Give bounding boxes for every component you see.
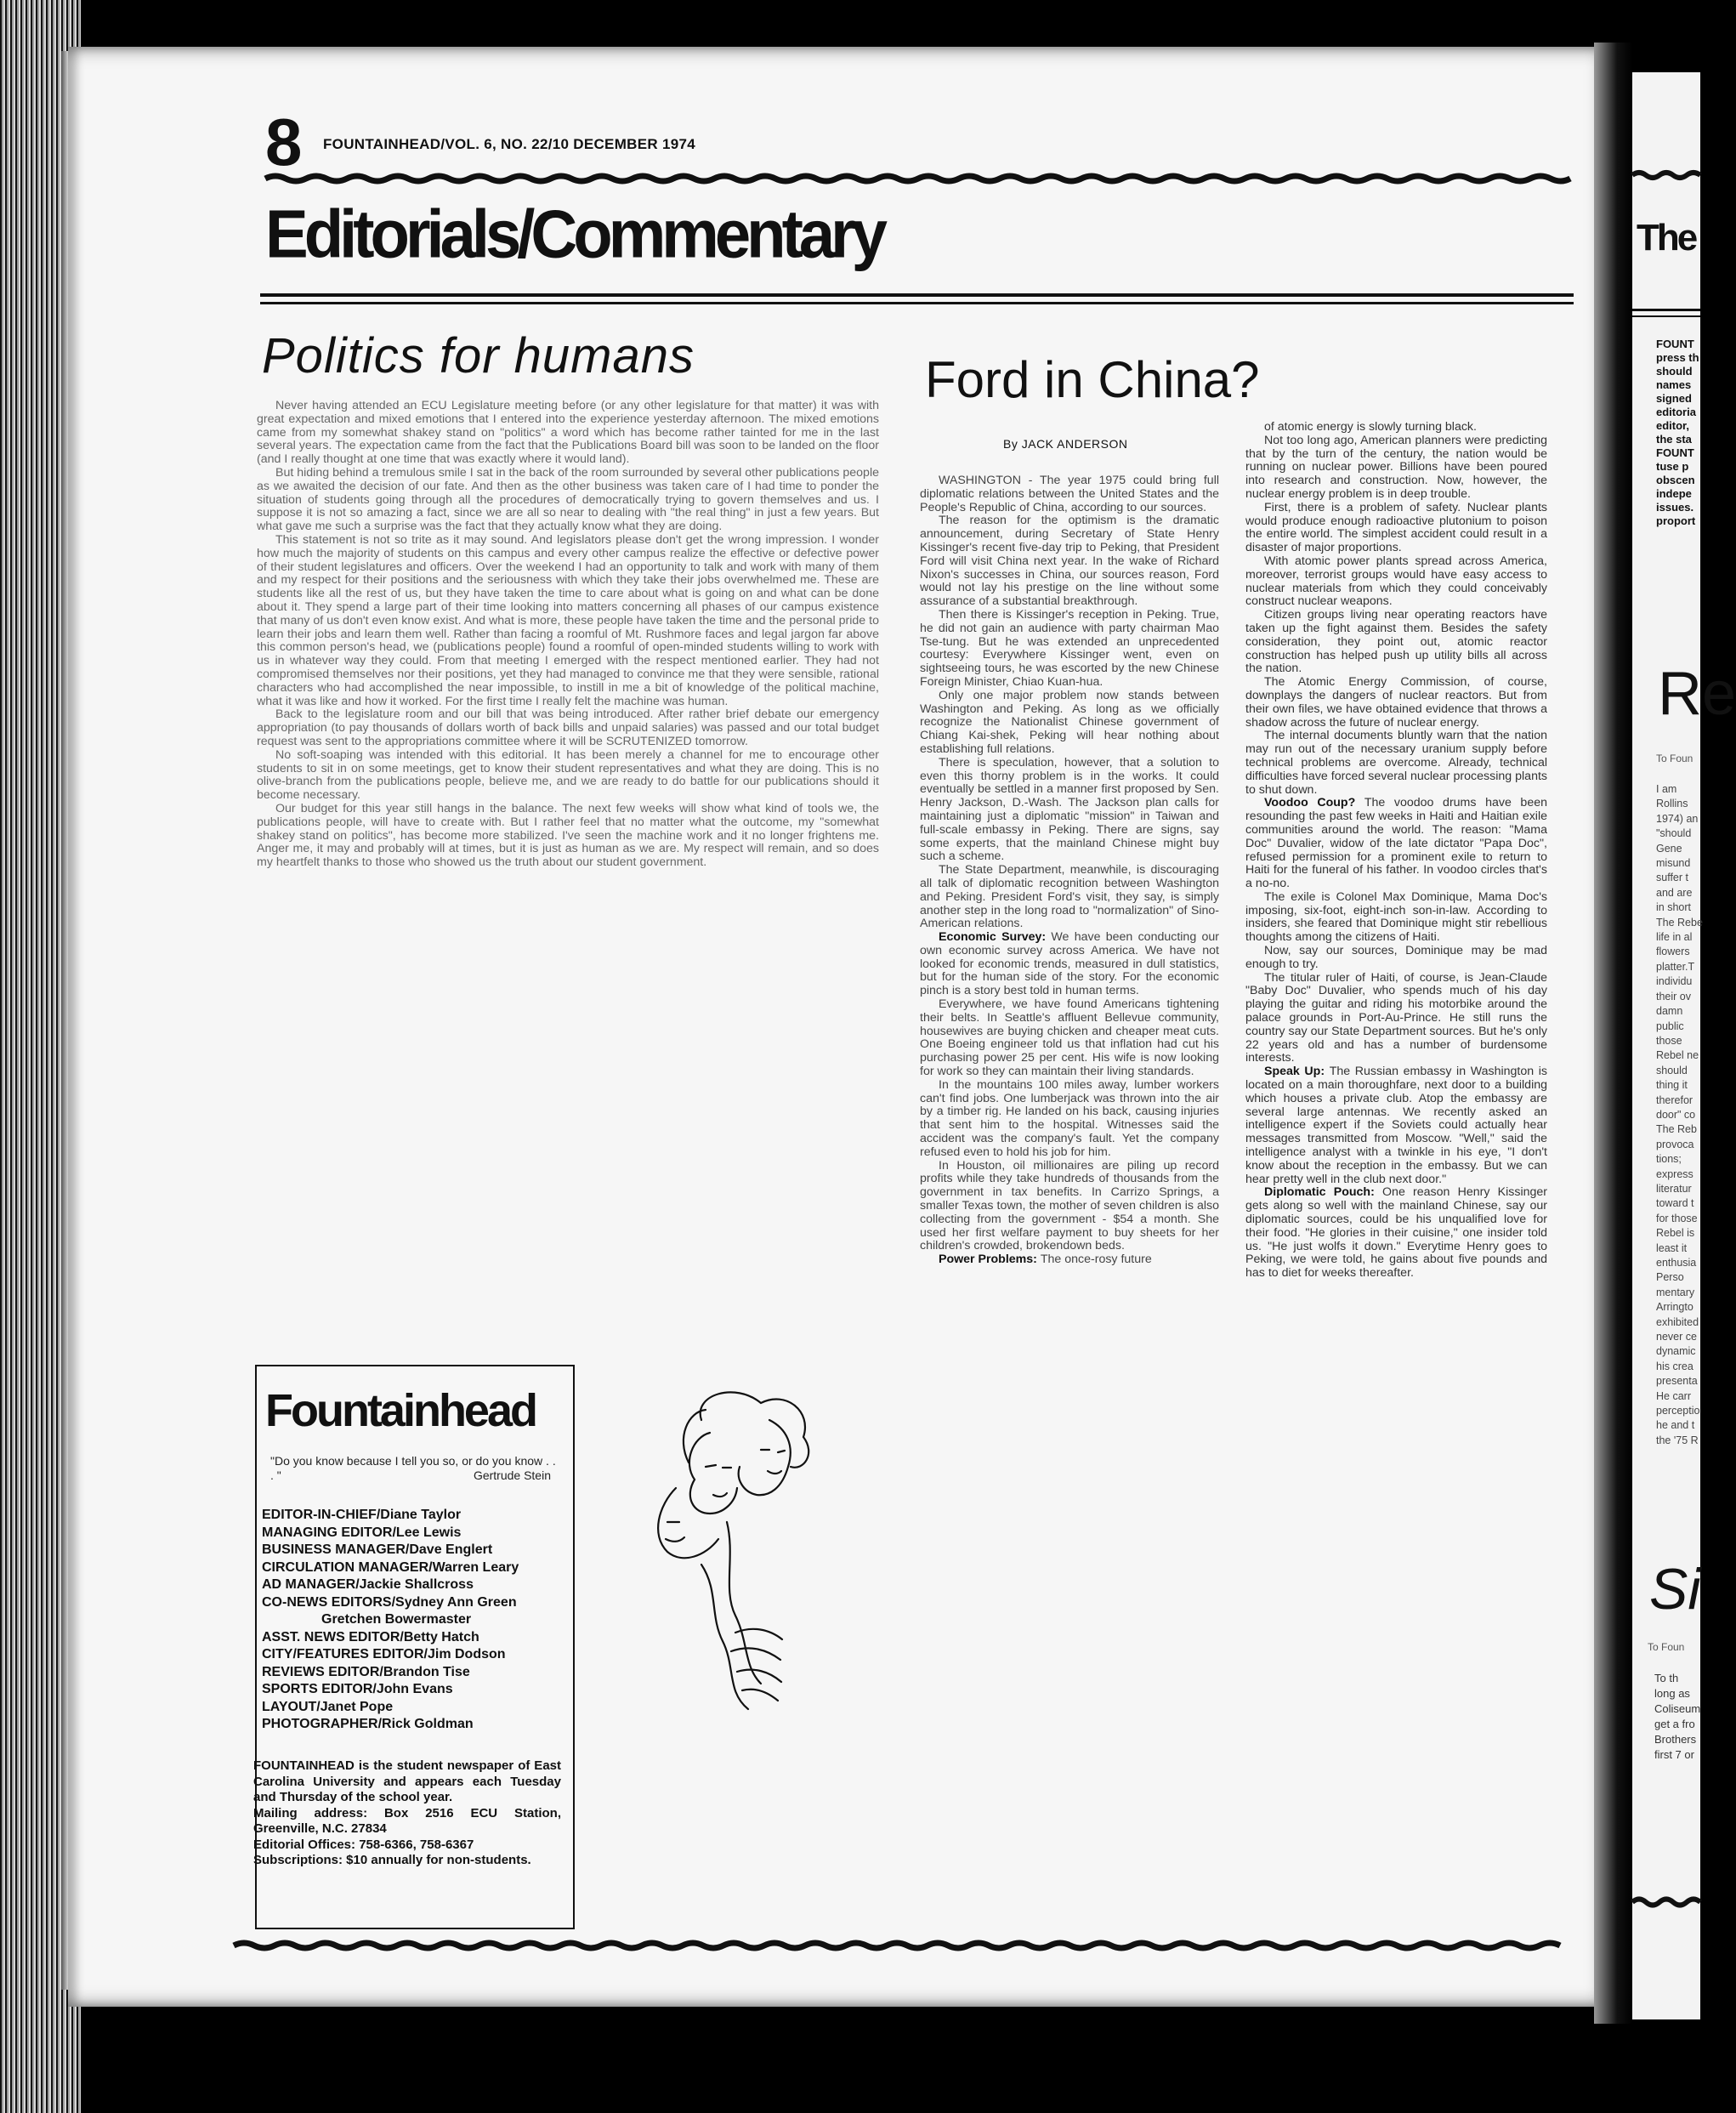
next-page-line: dynamic [1656, 1345, 1696, 1358]
next-page-line: suffer t [1656, 872, 1688, 884]
next-page-line: press th [1656, 351, 1699, 364]
column-paragraph: Citizen groups living near operating reactors have taken up the fight against them. Besides the safety consideration, they point out, atomic reactor construction has helped push up utility bills all across the nation. [1245, 608, 1547, 676]
section-rule-top [260, 293, 1574, 297]
next-page-line: Arringto [1656, 1301, 1693, 1314]
masthead-title: Fountainhead [265, 1385, 536, 1436]
column-paragraph: of atomic energy is slowly turning black. [1264, 420, 1477, 434]
next-page-line: literatur [1656, 1182, 1692, 1195]
column-subhead: Diplomatic Pouch: [1264, 1185, 1383, 1200]
masthead-about-text: FOUNTAINHEAD is the student newspaper of East Carolina University and appears each Tuesday and Thursday of the school year. [253, 1758, 561, 1804]
masthead-quote-attribution: Gertrude Stein [473, 1468, 551, 1482]
masthead-staff-entry: AD MANAGER/Jackie Shallcross [262, 1577, 474, 1592]
next-page-line: proport [1656, 514, 1696, 527]
editorial-body [257, 400, 879, 870]
next-page-line: long as [1654, 1687, 1690, 1700]
masthead-staff-entry: CIRCULATION MANAGER/Warren Leary [262, 1559, 519, 1575]
next-page-top-lines [1656, 338, 1699, 528]
masthead-staff-entry: CO-NEWS EDITORS/Sydney Ann Green [262, 1594, 517, 1610]
column-paragraph: WASHINGTON - The year 1975 could bring full diplomatic relations between the United States and the People's Republic of China, according to our sources. [920, 474, 1219, 514]
column-byline: By JACK ANDERSON [1003, 437, 1128, 451]
next-page-line: FOUNT [1656, 446, 1694, 459]
masthead-staff-entry: Gretchen Bowermaster [321, 1612, 472, 1627]
next-page-line: 1974) an [1656, 812, 1699, 825]
column-body-left [920, 474, 1219, 1267]
folio-line: FOUNTAINHEAD/VOL. 6, NO. 22/10 DECEMBER 1974 [323, 136, 695, 152]
next-page-line: FOUNT [1656, 338, 1694, 350]
masthead-mailing: Mailing address: Box 2516 ECU Station, Greenville, N.C. 27834 [253, 1805, 561, 1836]
next-page-line: tions; [1656, 1153, 1682, 1166]
column-paragraph: The reason for the optimism is the dramatic announcement, during Secretary of State Henry Kissinger's recent five-day trip to Peking, that President Ford will visit China next year. In the wake of Richard Nixon's successes in China, our sources reason, Ford would not lay his prestige on the line without some assurance of a substantial breakthrough. [920, 514, 1219, 609]
next-page-line: thing it [1656, 1079, 1688, 1092]
next-page-line: should [1656, 1064, 1688, 1076]
next-page-line: exhibited [1656, 1315, 1699, 1328]
masthead-offices: Editorial Offices: 758-6366, 758-6367 [253, 1837, 474, 1852]
next-page-bottom-wavy-rule [1632, 1896, 1700, 1908]
next-page-line: the '75 R [1656, 1434, 1699, 1446]
masthead-subscriptions: Subscriptions: $10 annually for non-students. [253, 1853, 531, 1867]
masthead-quote-block [270, 1454, 559, 1483]
next-page-line: first 7 or [1654, 1748, 1694, 1761]
next-page-line: editor, [1656, 419, 1690, 432]
header-wavy-rule [265, 172, 1570, 184]
masthead-staff-entry: PHOTOGRAPHER/Rick Goldman [262, 1717, 474, 1731]
column-paragraph: The titular ruler of Haiti, of course, is Jean-Claude "Baby Doc" Duvalier, who spends much of his day playing the guitar and riding his motorbike around the palace grounds in Port-Au-Prince. He still runs the country say our State Department sources. But he's only 22 years old and has a number of burdensome interests. [1245, 970, 1547, 1065]
next-page-line: therefor [1656, 1093, 1693, 1106]
next-page-middle-lines [1656, 782, 1703, 1448]
next-page-line: names [1656, 378, 1692, 391]
column-paragraph: In the mountains 100 miles away, lumber workers can't find jobs. One lumberjack was thrown into the air by a timber rig. He landed on his back, causing injuries that sent him to the hospital. Witnesses said the accident was the company's fault. Yet the company refused even to hold his job for him. [920, 1077, 1219, 1159]
masthead-staff-list [262, 1507, 568, 1734]
column-paragraph: Voodoo Coup? The voodoo drums have been resounding the past few weeks in Haiti and Haitian exile communities around the world. The reason: "Mama Doc" Duvalier, widow of the late dictator "Papa Doc", refused permission for a prominent exile to return to Haiti for the funeral of his father. In voodoo circles that's a no-no. [1245, 796, 1547, 891]
next-page-line: misund [1656, 857, 1691, 870]
next-page-wavy-rule [1632, 170, 1700, 180]
next-page-line: mentary [1656, 1286, 1695, 1298]
next-page-to-fountainhead-1: To Foun [1656, 753, 1693, 764]
next-page-line: platter.T [1656, 960, 1695, 973]
next-page-line: public [1656, 1020, 1684, 1032]
masthead-staff-entry: MANAGING EDITOR/Lee Lewis [262, 1525, 462, 1540]
masthead-staff-entry: LAYOUT/Janet Pope [262, 1699, 394, 1714]
next-page-line: Coliseum [1654, 1702, 1701, 1715]
next-page-line: he and t [1656, 1419, 1695, 1432]
column-headline: Ford in China? [925, 351, 1260, 408]
binding-gutter [1594, 43, 1632, 2024]
masthead-staff-entry: ASST. NEWS EDITOR/Betty Hatch [262, 1629, 479, 1644]
next-page-line: their ov [1656, 990, 1691, 1003]
next-page-sliver [1632, 72, 1736, 2019]
editorial-paragraph: Our budget for this year still hangs in the balance. The next few weeks will show what kind of tools we, the publications people, will have to create with. But I rather feel that no matter what the outcome, my "somewhat shakey stand on politics", has become more stabilized. I've seen the machine work and it no longer frightens me. Anger me, it may and probably will at times, but it is just as human as we are. My respect will remain, and so does my heartfelt thanks to those who showed us the truth about our student government. [257, 801, 879, 870]
column-paragraph: Not too long ago, American planners were predicting that by the turn of the century, the nation would be running on nuclear power. Billions have been poured into research and construction. Now, however, the nuclear energy problem is in deep trouble. [1245, 433, 1547, 501]
masthead-staff-entry: REVIEWS EDITOR/Brandon Tise [262, 1664, 470, 1679]
next-page-line: should [1656, 365, 1693, 378]
next-page-line: for those [1656, 1212, 1698, 1224]
editorial-paragraph: Never having attended an ECU Legislature meeting before (or any other legislature for that matter) it was with great expectation and mixed emotions that I entered into the experience yesterday afternoon. The mixed emotions came from my somewhat shakey stand on "politics" a word which has become rather tainted for me in the last several years. The expectation came from the fact that the Publications Board bill was soon to be landed on the floor (and I really thought at one time that was exactly where it would land). [257, 399, 879, 467]
next-page-rule-top [1632, 309, 1700, 311]
masthead-staff-entry: CITY/FEATURES EDITOR/Jim Dodson [262, 1647, 506, 1661]
next-page-line: Rebel is [1656, 1227, 1695, 1240]
masthead-staff-entry: BUSINESS MANAGER/Dave Englert [262, 1542, 493, 1557]
next-page-to-fountainhead-2: To Foun [1648, 1641, 1685, 1653]
next-page-line: least it [1656, 1241, 1688, 1254]
next-page-line: and are [1656, 886, 1693, 899]
next-page-line: enthusia [1656, 1257, 1697, 1269]
next-page-big-letters-r: Re [1658, 660, 1736, 728]
column-paragraph: There is speculation, however, that a solution to even this thorny problem is in the works. It could eventually be settled in a manner first proposed by Sen. Henry Jackson, D.-Wash. The Jackson plan calls for maintaining just a diplomatic "mission" in Taiwan and full-scale embassy in Peking. There are signs, say some experts, that the mainland Chinese might buy such a scheme. [920, 755, 1219, 864]
next-page-line: indepe [1656, 487, 1692, 500]
next-page-bottom-lines [1654, 1671, 1700, 1763]
masthead-staff-entry: SPORTS EDITOR/John Evans [262, 1682, 453, 1696]
next-page-line: editoria [1656, 406, 1696, 418]
editorial-paragraph: Back to the legislature room and our bill that was being introduced. After rather brief debate our emergency appropriation (to pay thousands of dollars worth of back bills and unpaid salaries) was passed and our total budget request was sent to the appropriations committee where it will be SCRUTENIZED tomorrow. [257, 707, 879, 748]
page-number: 8 [265, 105, 303, 179]
next-page-line: signed [1656, 392, 1692, 405]
footer-wavy-rule [234, 1939, 1560, 1951]
faces-sketch-illustration [642, 1386, 837, 1743]
next-page-line: flowers [1656, 946, 1690, 958]
next-page-line: provoca [1656, 1138, 1694, 1150]
next-page-line: Rebel ne [1656, 1049, 1699, 1062]
next-page-big-letters-s: Si [1649, 1557, 1701, 1622]
column-paragraph: Speak Up: The Russian embassy in Washington is located on a main thoroughfare, next door to a building which houses a private club. Atop the embassy are several large antennas. We recently asked an intelligence expert if the Soviets could actually hear messages transmitted from Moscow. "Well," said the intelligence analyst with a twinkle in his eye, "I don't know about the reception in the embassy. But we can hear pretty well in the club next door." [1245, 1065, 1547, 1186]
next-page-line: those [1656, 1034, 1682, 1047]
column-paragraph: In Houston, oil millionaires are piling up record profits while they take hundreds of thousands from the government in tax benefits. In Carrizo Springs, a smaller Texas town, the mother of seven children is also collecting from the government - $54 a month. She used her first welfare payment to buy sheets for her children's crowded, brokendown beds. [920, 1158, 1219, 1253]
column-paragraph: Then there is Kissinger's reception in Peking. True, he did not gain an audience with party chairman Mao Tse-tung. But he was extended an unprecedented courtesy: Everywhere Kissinger went, even on sightseeing tours, he was escorted by the new Chinese Foreign Minister, Chiao Kuan-hua. [920, 607, 1219, 689]
column-paragraph: With atomic power plants spread across America, moreover, terrorist groups would have easy access to nuclear materials from which they could conceivably construct nuclear weapons. [1245, 554, 1547, 609]
column-paragraph: Economic Survey: We have been conducting our own economic survey across America. We have not looked for economic trends, measured in dull statistics, but for the human side of the story. For the economic pinch is a story best told in human terms. [920, 930, 1219, 998]
next-page-line: He carr [1656, 1389, 1691, 1402]
next-page-line: damn [1656, 1005, 1683, 1018]
next-page-line: The Reb [1656, 1123, 1697, 1136]
column-subhead: Economic Survey: [939, 930, 1052, 945]
next-page-header: The [1637, 217, 1696, 258]
editorial-paragraph: But hiding behind a tremulous smile I sat in the back of the room surrounded by several other publications people as we awaited the decision of our fate. And then as the other business was taken care of I had time to ponder the situation of students going through all the procedures of democratically trying to govern themselves and us. I suppose it is not so amazing a fact, since we are all so near to dealing with "the real thing" in just a few years. But what gave me such a surprise was the fact that they actually know what they are doing. [257, 465, 879, 534]
masthead-about [253, 1758, 561, 1869]
masthead-quote: "Do you know because I tell you so, or do you know . . . " [270, 1454, 556, 1482]
next-page-line: door" co [1656, 1108, 1696, 1121]
column-paragraph: The internal documents bluntly warn that the nation may run out of the necessary uranium supply before technical problems are overcome. Already, technical difficulties have forced several nuclear processing plants to shut down. [1245, 729, 1547, 797]
next-page-line: his crea [1656, 1360, 1693, 1372]
editorial-paragraph: This statement is not so trite as it may sound. And legislators please don't get the wrong impression. I wonder how much the majority of students on this campus and every other campus realize the effective or defective power of their student legislatures and officers. Over the weekend I had an opportunity to talk and work with many of them and my respect for their positions and the seriousness with which they take their jobs overwhelmed me. These are students like all the rest of us, but they have taken the time to care about what is going on and what can be done about it. They spend a large part of their time looking into matters concerning all phases of our campus existence that many of us don't even know exist. And what is more, these people have taken the time and the personal pride to learn their jobs and learn them well. Rather than facing a roomful of Mt. Rushmore faces and legal jargon far above this common person's head, we (publications people) found a roomful of open-minded students willing to work with us in whatever way they could. From that meeting I emerged with the respect mentioned earlier. They had not compromised themselves nor their positions, yet they had managed to convince me that they were sensible, rational characters who had accomplished the near impossible, to instill in me a bit of knowledge of the political machine, what it was like and how it worked. For the first time I really felt the machine was human. [257, 532, 879, 708]
next-page-line: Gene [1656, 842, 1682, 855]
column-paragraph: First, there is a problem of safety. Nuclear plants would produce enough radioactive plutonium to poison the entire world. The simplest accident could result in a disaster of major proportions. [1245, 500, 1547, 555]
next-page-line: life in al [1656, 931, 1693, 944]
column-paragraph: The exile is Colonel Max Dominique, Mama Doc's imposing, six-foot, eight-inch son-in-law. According to insiders, she feared that Dominique might stir rebellious thoughts among the citizens of Haiti. [1245, 889, 1547, 945]
next-page-line: express [1656, 1167, 1693, 1180]
next-page-line: obscen [1656, 474, 1695, 486]
next-page-line: never ce [1656, 1331, 1697, 1343]
section-rule-bottom [260, 302, 1574, 304]
editorial-headline: Politics for humans [262, 328, 695, 383]
column-subhead: Voodoo Coup? [1264, 796, 1364, 810]
next-page-line: I am [1656, 783, 1677, 795]
next-page-line: presenta [1656, 1375, 1698, 1388]
column-paragraph: Everywhere, we have found Americans tightening their belts. In Seattle's affluent Bellevue community, housewives are buying chicken and cheaper meat cuts. One Boeing engineer told us that inflation had cut his purchasing power 25 per cent. His wife is now looking for work so they can maintain their living standards. [920, 997, 1219, 1079]
next-page-line: tuse p [1656, 460, 1689, 473]
editorial-paragraph: No soft-soaping was intended with this editorial. It has been merely a channel for me to encourage other students to sit in on some meetings, get to know their student representatives and what they are doing. This is no olive-branch from the publications people, believe me, and we are ready to do battle for our publications should it become necessary. [257, 747, 879, 803]
next-page-line: Perso [1656, 1271, 1684, 1284]
column-paragraph: The State Department, meanwhile, is discouraging all talk of diplomatic recognition between Washington and Peking. President Ford's visit, they say, is simply another step in the long road to "normalization" of Sino-American relations. [920, 863, 1219, 931]
column-paragraph: Now, say our sources, Dominique may be mad enough to try. [1245, 944, 1547, 971]
next-page-line: individu [1656, 975, 1693, 988]
next-page-line: issues. [1656, 501, 1694, 514]
column-paragraph: Diplomatic Pouch: One reason Henry Kissinger gets along so well with the mainland Chinese, say our diplomatic sources, could be his unqualified love for their food. "He glories in their cuisine," one insider told us. "He just wolfs it down." Everytime Henry goes to Peking, we were told, he gains about five pounds and has to diet for weeks thereafter. [1245, 1185, 1548, 1281]
section-title: Editorials/Commentary [265, 196, 883, 273]
next-page-line: To th [1654, 1672, 1679, 1684]
next-page-rule-bottom [1632, 315, 1700, 317]
next-page-line: The Rebe [1656, 916, 1703, 929]
next-page-line: get a fro [1654, 1718, 1695, 1730]
column-body-right [1245, 421, 1547, 1281]
next-page-line: toward t [1656, 1197, 1694, 1210]
column-subhead: Speak Up: [1264, 1065, 1330, 1079]
column-paragraph: The Atomic Energy Commission, of course, downplays the dangers of nuclear reactors. But from their own files, we have obtained evidence that throws a shadow across the future of nuclear energy. [1245, 675, 1547, 730]
next-page-line: Brothers [1654, 1733, 1697, 1746]
next-page-line: perceptio [1656, 1405, 1700, 1417]
next-page-line: the sta [1656, 433, 1692, 446]
next-page-line: in short [1656, 901, 1691, 914]
next-page-line: Rollins [1656, 798, 1688, 810]
next-page-line: "should [1656, 827, 1692, 840]
column-paragraph: Only one major problem now stands between Washington and Peking. As long as we officially recognize the Nationalist Chinese government of Chiang Kai-shek, Peking will hear nothing about establishing full relations. [920, 688, 1219, 756]
column-subhead: Power Problems: [939, 1252, 1041, 1267]
column-paragraph: Power Problems: The once-rosy future [939, 1252, 1152, 1267]
masthead-staff-entry: EDITOR-IN-CHIEF/Diane Taylor [262, 1508, 462, 1522]
